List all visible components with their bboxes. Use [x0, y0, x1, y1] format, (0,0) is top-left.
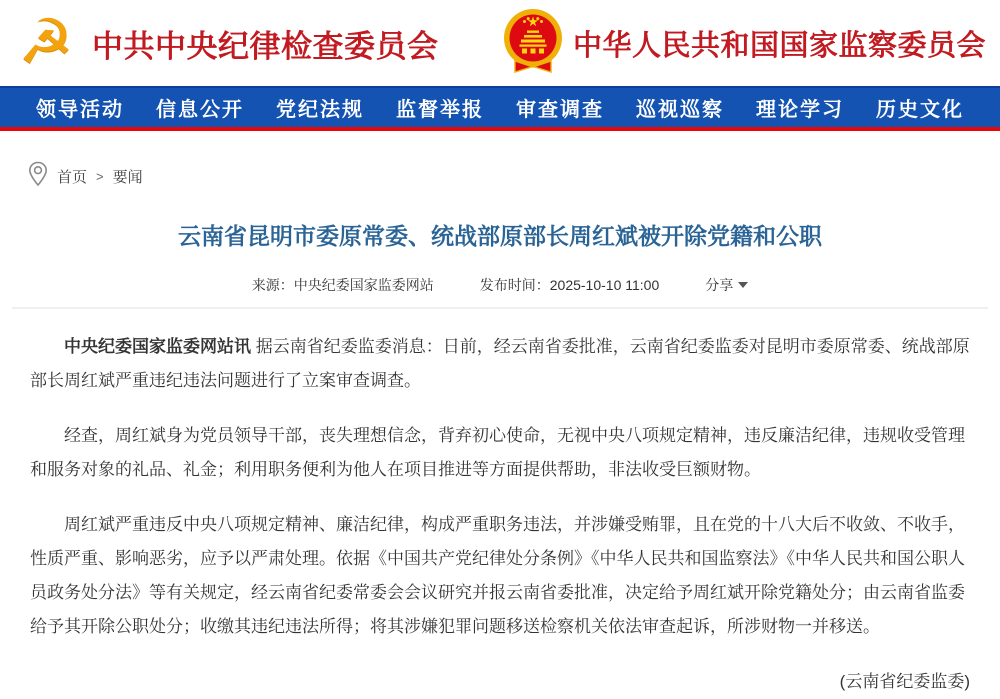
paragraph-text: 据云南省纪委监委消息：日前，经云南省委批准，云南省纪委监委对昆明市委原常委、统战部原部长周红斌严重违纪违法问题进行了立案审查调查。 [30, 337, 970, 390]
nav-item-info-disclosure[interactable]: 信息公开 [156, 99, 244, 121]
source-label: 来源： [251, 277, 294, 293]
triangle-down-icon [738, 282, 748, 288]
nav-item-party-discipline[interactable]: 党纪法规 [276, 99, 364, 121]
article-source [252, 275, 434, 295]
meta-divider [12, 307, 988, 309]
breadcrumb-home[interactable]: 首页 [57, 168, 88, 186]
share-label: 分享 [705, 277, 734, 293]
source-value: 中央纪委国家监委网站 [293, 277, 434, 293]
article [0, 221, 1000, 699]
article-paragraph [30, 508, 970, 644]
article-meta [0, 275, 1000, 295]
paragraph-text: 经查，周红斌身为党员领导干部，丧失理想信念，背弃初心使命，无视中央八项规定精神，违反廉洁纪律，违规收受管理和服务对象的礼品、礼金；利用职务便利为他人在项目推进等方面提供帮助，非法收受巨额财物。 [30, 426, 965, 479]
article-publish-time [480, 275, 660, 295]
article-signature: (云南省纪委监委) [839, 672, 970, 691]
ccdi-title: 中共中央纪律检查委员会 [92, 28, 439, 64]
share-button[interactable] [705, 275, 748, 295]
nav-item-history-culture[interactable]: 历史文化 [876, 99, 964, 121]
main-nav [0, 86, 1000, 131]
national-emblem-icon [501, 8, 565, 79]
breadcrumb-section[interactable]: 要闻 [112, 168, 143, 186]
nav-item-leader-activities[interactable]: 领导活动 [36, 99, 124, 121]
nav-item-supervision-report[interactable]: 监督举报 [396, 99, 484, 121]
nsc-logo-link[interactable] [501, 8, 986, 79]
paragraph-text: 周红斌严重违反中央八项规定精神、廉洁纪律，构成严重职务违法，并涉嫌受贿罪，且在党的十八大后不收敛、不收手，性质严重、影响恶劣，应予以严肃处理。依据《中国共产党纪律处分条例》《中华人民共和国监察法》《中华人民共和国公职人员政务处分法》等有关规定，经云南省纪委常委会会议研究并报云南省委批准，决定给予周红斌开除党籍处分；由云南省监委给予其开除公职处分；收缴其违纪违法所得；将其涉嫌犯罪问题移送检察机关依法审查起诉，所涉财物一并移送。 [30, 515, 965, 636]
location-pin-icon [28, 161, 48, 191]
paragraph-lead: 中央纪委国家监委网站讯 [64, 337, 251, 356]
site-header [0, 0, 1000, 86]
nav-item-inspection-patrol[interactable]: 巡视巡察 [636, 99, 724, 121]
nav-item-theory-study[interactable]: 理论学习 [756, 99, 844, 121]
article-body [0, 330, 1000, 699]
ccdi-logo-link[interactable] [8, 10, 439, 76]
breadcrumb-separator: > [96, 168, 104, 184]
article-paragraph [30, 330, 970, 398]
article-title: 云南省昆明市委原常委、统战部原部长周红斌被开除党籍和公职 [178, 223, 822, 249]
time-value: 2025-10-10 11:00 [549, 277, 660, 293]
article-paragraph [30, 419, 970, 487]
time-label: 发布时间： [479, 277, 550, 293]
nav-item-review-investigation[interactable]: 审查调查 [516, 99, 604, 121]
nsc-title: 中华人民共和国国家监察委员会 [572, 29, 986, 62]
breadcrumb [28, 161, 1000, 191]
party-emblem-icon: ☭ [18, 8, 74, 77]
